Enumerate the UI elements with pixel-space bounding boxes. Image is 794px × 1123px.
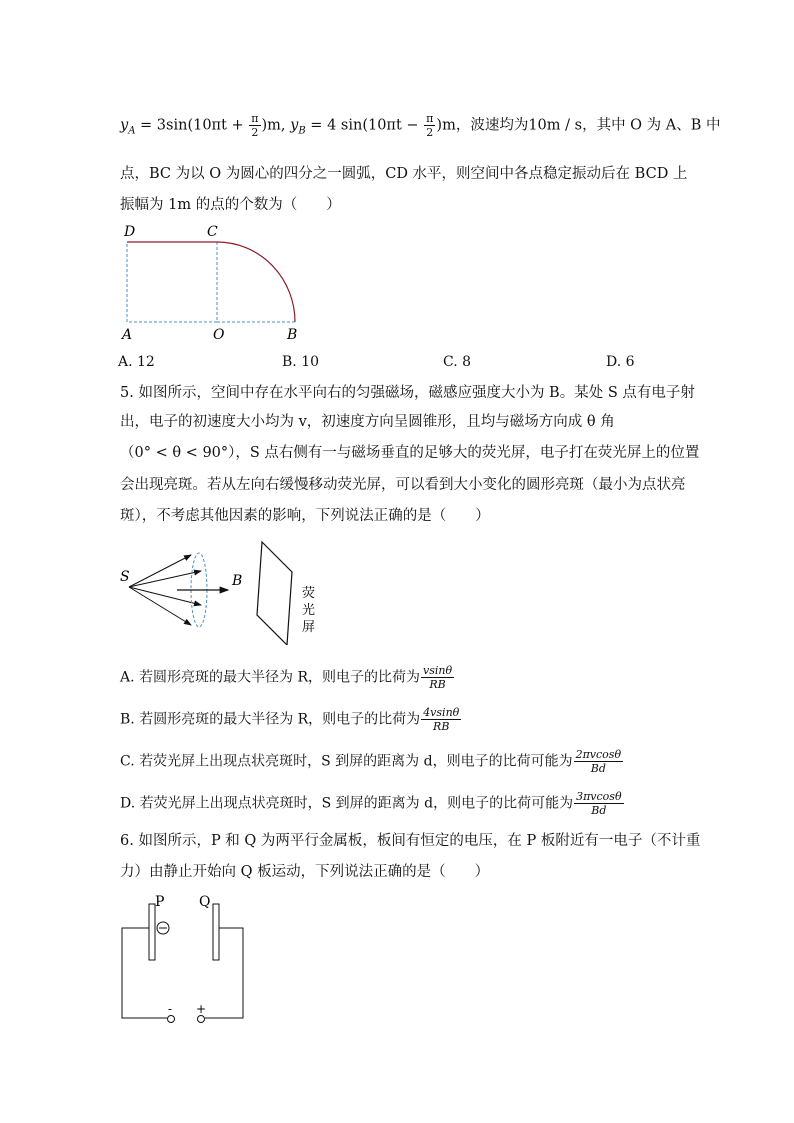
eq-part: )m, [261,117,291,134]
q4-option-a[interactable]: A. 12 [118,354,155,370]
q4-equation-line [120,112,721,141]
wire-right [205,928,243,1018]
q6-line-2: 力）由静止开始向 Q 板运动，下列说法正确的是（ ） [120,864,490,880]
q5-figure [115,535,335,645]
q5-option-b[interactable]: B. 若圆形亮斑的最大半径为 R，则电子的比荷为 $\frac{4vsin\theta}{RB}$ [120,706,460,733]
q4-option-b[interactable]: B. 10 [282,354,320,370]
arc-bc [217,242,295,322]
rect-aocd [127,242,217,322]
plate-q [213,904,219,960]
label-s: S [120,569,130,585]
plate-p [149,904,155,960]
q5-line-3: （0° < θ < 90°），S 点右侧有一与磁场垂直的足够大的荧光屏，电子打在荧光屏上的位置 [120,445,700,461]
eq-tail: ，波速均为10m / s，其中 O 为 A、B 中 [455,117,721,134]
q5-line-4: 会出现亮斑。若从左向右缓慢移动荧光屏，可以看到大小变化的圆形亮斑（最小为点状亮 [120,477,686,493]
plus-sign: + [196,1002,207,1016]
label-b: B [287,327,298,343]
eq-sub-b: B [298,125,306,137]
q6-line-1: 6. 如图所示，P 和 Q 为两平行金属板，板间有恒定的电压，在 P 板附近有一电子（不计重 [120,833,701,849]
q5-option-c[interactable]: C. 若荧光屏上出现点状亮斑时，S 到屏的距离为 d，则电子的比荷可能为 $\frac{2\pi vcos\theta}{Bd}$ [120,748,622,775]
label-o: O [213,327,225,343]
label-q: Q [199,894,211,910]
q4-line-2: 点，BC 为以 O 为圆心的四分之一圆弧，CD 水平，则空间中各点稳定振动后在 BCD 上 [120,166,688,182]
pi-over-2-fraction: $\frac{\pi}{2}$ [426,112,434,139]
q5-option-d[interactable]: D. 若荧光屏上出现点状亮斑时，S 到屏的距离为 d，则电子的比荷可能为 $\frac{3\pi vcos\theta}{Bd}$ [120,790,622,817]
q4-figure [115,220,315,345]
eq-y: y [290,117,299,134]
q4-option-c[interactable]: C. 8 [443,354,472,370]
q5-line-5: 斑），不考虑其他因素的影响，下列说法正确的是（ ） [120,508,490,524]
pi-over-2-fraction: $\frac{\pi}{2}$ [251,112,259,139]
terminal-minus [168,1016,175,1023]
screen-label: 光 [302,603,316,618]
velocity-arrow [129,555,191,587]
label-p: P [155,894,165,910]
q5-line-2: 出，电子的初速度大小均为 v，初速度方向呈圆锥形，且均与磁场方向成 θ 角 [120,414,615,430]
label-d: D [124,224,136,240]
label-b: B [232,573,243,589]
eq-part: )m [436,117,456,134]
terminal-plus [198,1016,205,1023]
q6-figure [115,890,255,1030]
q4-option-d[interactable]: D. 6 [606,354,635,370]
eq-part: 10πt − [367,117,424,134]
velocity-arrow [129,587,191,625]
velocity-arrow [129,571,201,587]
eq-part: = 3sin(10πt + [135,117,249,134]
screen-label: 屏 [302,620,316,635]
q4-line-3: 振幅为 1m 的点的个数为（ ） [120,197,341,213]
wire-left [122,928,167,1018]
q5-option-a[interactable]: A. 若圆形亮斑的最大半径为 R，则电子的比荷为 $\frac{vsin\theta}{RB}$ [120,664,453,691]
eq-sub-a: A [128,125,136,137]
eq-y: y [120,117,129,134]
label-a: A [122,327,133,343]
label-c: C [207,224,218,240]
q5-line-1: 5. 如图所示，空间中存在水平向右的匀强磁场，磁感应强度大小为 B。某处 S 点有电子射 [120,385,695,401]
fluorescent-screen [257,542,292,645]
minus-sign: - [168,1002,173,1016]
eq-part: = 4 sin( [305,117,368,134]
screen-label: 荧 [302,586,316,601]
